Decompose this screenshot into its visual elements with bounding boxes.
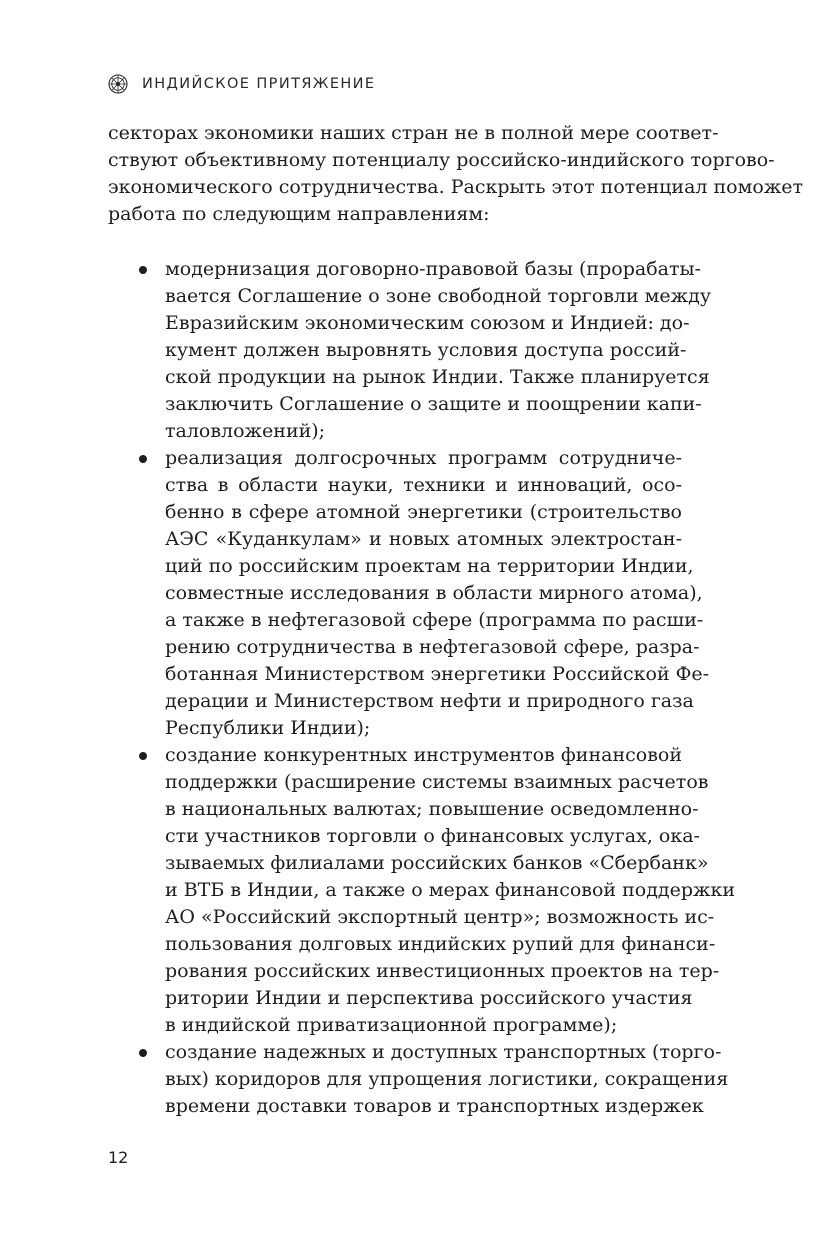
- list-item: [108, 445, 710, 742]
- text-line: ской продукции на рынок Индии. Также планируется: [165, 366, 710, 388]
- page-number: 12: [108, 1148, 129, 1167]
- text-line: создание надежных и доступных транспортных (торго-: [165, 1041, 722, 1063]
- text-line: бенно в сфере атомной энергетики (строительство: [165, 501, 682, 523]
- text-line: АЭС «Куданкулам» и новых атомных электростан-: [165, 528, 682, 550]
- text-line: в национальных валютах; повышение осведомленно-: [165, 798, 699, 820]
- bullet-list: [108, 256, 736, 1120]
- text-line: рению сотрудничества в нефтегазовой сфере, разра-: [165, 636, 700, 658]
- text-line: заключить Соглашение о защите и поощрении капи-: [165, 393, 702, 415]
- text-line: поддержки (расширение системы взаимных расчетов: [165, 771, 709, 793]
- text-line: в индийской приватизационной программе);: [165, 1014, 618, 1036]
- text-line: таловложений);: [165, 420, 326, 442]
- running-header-title: ИНДИЙСКОЕ ПРИТЯЖЕНИЕ: [142, 76, 376, 92]
- bullet-icon: [139, 752, 147, 760]
- text-line: АО «Российский экспортный центр»; возможность ис-: [165, 906, 715, 928]
- running-header: [108, 73, 376, 95]
- text-line: совместные исследования в области мирного атома),: [165, 582, 703, 604]
- bullet-icon: [139, 266, 147, 274]
- text-line: и ВТБ в Индии, а также о мерах финансовой поддержки: [165, 879, 736, 901]
- text-line: кумент должен выровнять условия доступа россий-: [165, 339, 687, 361]
- text-line: сти участников торговли о финансовых услугах, ока-: [165, 825, 700, 847]
- text-line: экономического сотрудничества. Раскрыть этот потенциал поможет: [108, 176, 804, 198]
- text-line: времени доставки товаров и транспортных издержек: [165, 1095, 704, 1117]
- text-line: ботанная Министерством энергетики Российской Фе-: [165, 663, 710, 685]
- text-line: вых) коридоров для упрощения логистики, сокращения: [165, 1068, 729, 1090]
- mandala-emblem-icon: [108, 74, 128, 94]
- text-line: дерации и Министерством нефти и природного газа: [165, 690, 694, 712]
- text-line: ства в области науки, техники и инноваций, осо-: [165, 474, 682, 496]
- text-line: а также в нефтегазовой сфере (программа по расши-: [165, 609, 704, 631]
- text-line: ций по российским проектам на территории Индии,: [165, 555, 694, 577]
- text-line: ствуют объективному потенциалу российско-индийского торгово-: [108, 149, 775, 171]
- list-item: [108, 256, 712, 445]
- bullet-icon: [139, 455, 147, 463]
- text-line: реализация долгосрочных программ сотрудниче-: [165, 447, 682, 469]
- text-line: Евразийским экономическим союзом и Индией: до-: [165, 312, 690, 334]
- bullet-icon: [139, 1049, 147, 1057]
- text-line: модернизация договорно-правовой базы (прорабаты-: [165, 258, 702, 280]
- text-line: рования российских инвестиционных проектов на тер-: [165, 960, 720, 982]
- text-line: зываемых филиалами российских банков «Сбербанк»: [165, 852, 709, 874]
- text-line: создание конкурентных инструментов финансовой: [165, 744, 682, 766]
- text-line: ритории Индии и перспектива российского участия: [165, 987, 693, 1009]
- list-item: [108, 1039, 729, 1120]
- text-line: работа по следующим направлениям:: [108, 203, 490, 225]
- text-line: пользования долговых индийских рупий для финанси-: [165, 933, 716, 955]
- text-line: Республики Индии);: [165, 717, 371, 739]
- text-line: вается Соглашение о зоне свободной торговли между: [165, 285, 712, 307]
- intro-paragraph: [108, 120, 804, 228]
- text-line: секторах экономики наших стран не в полной мере соответ-: [108, 122, 719, 144]
- list-item: [108, 742, 736, 1039]
